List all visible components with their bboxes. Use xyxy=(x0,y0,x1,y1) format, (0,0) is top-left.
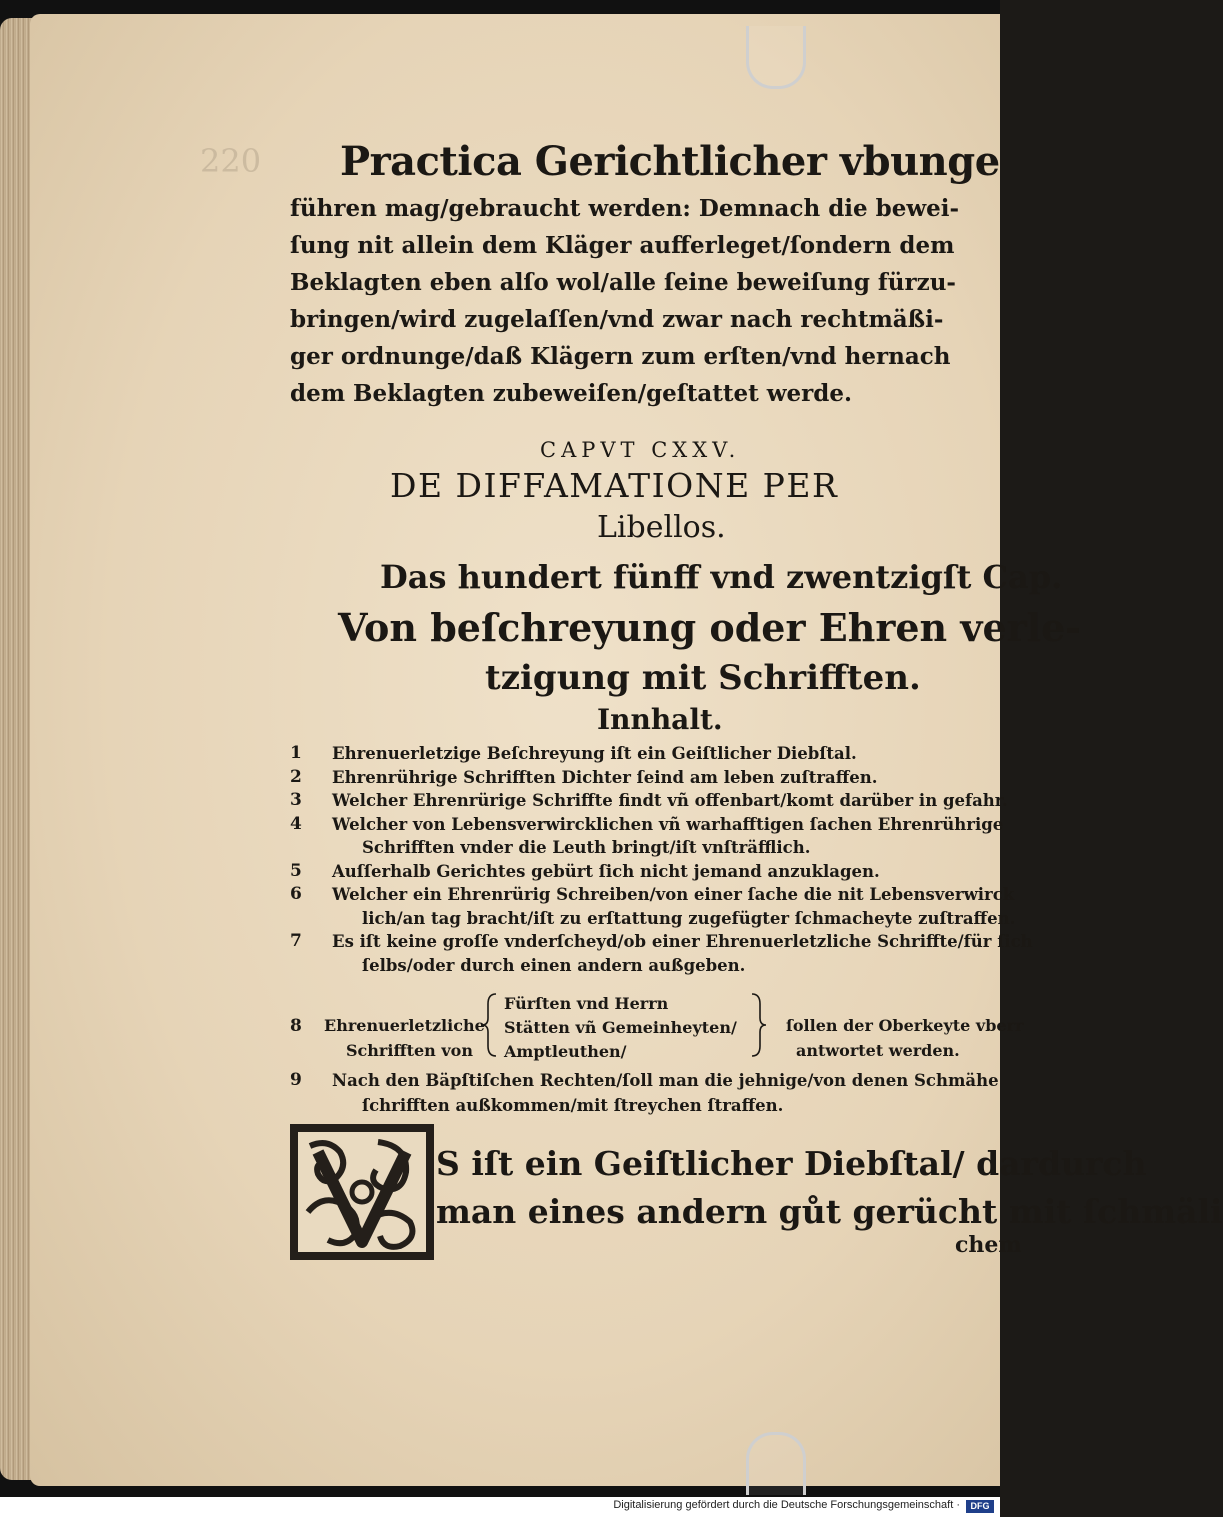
bracketed-entry: Fürſten vnd Herrn xyxy=(504,994,669,1013)
item-number: 5 xyxy=(290,860,302,881)
text-line: bringen/wird zugelaſſen/vnd zwar nach rechtmäßi- xyxy=(290,306,944,333)
item-tail-text: antwortet werden. xyxy=(796,1041,960,1060)
text-line: man eines andern gůt gerücht mit ſchmäli xyxy=(436,1192,1223,1231)
item-number: 3 xyxy=(290,790,302,810)
item-text-continued: lich/an tag bracht/iſt zu erſtattung zugefügter ſchmacheyte zuſtraffen. xyxy=(362,908,1016,928)
item-number: 9 xyxy=(290,1070,302,1090)
decorated-initial-icon xyxy=(288,1122,436,1262)
page-number: 220 xyxy=(200,142,262,180)
summary-list xyxy=(290,742,1033,977)
german-title-line: Von beſchreyung oder Ehren verle- xyxy=(338,605,1082,650)
running-head: Practica Gerichtlicher vbunge xyxy=(340,138,1000,185)
text-line: führen mag/gebraucht werden: Demnach die bewei- xyxy=(290,195,960,222)
summary-item-bracketed xyxy=(290,992,1024,1062)
page-clip-top xyxy=(746,26,806,89)
item-number: 7 xyxy=(290,931,302,951)
catchword: chem xyxy=(955,1232,1022,1258)
item-text-continued: Schrifften vnder die Leuth bringt/iſt vnſträfflich. xyxy=(362,838,811,857)
text-line: dem Beklagten zubeweiſen/geſtattet werde. xyxy=(290,380,853,407)
summary-item-body xyxy=(290,1068,999,1118)
summary-item xyxy=(290,813,1004,860)
footer-bar xyxy=(0,1497,1000,1517)
item-bracketed-list xyxy=(504,992,737,1064)
summary-item xyxy=(290,883,1016,930)
item-text: Ehrenrührige Schrifften Dichter ſeind am leben zuſtraffen. xyxy=(332,767,878,787)
text-line: S iſt ein Geiſtlicher Diebſtal/ dardurch xyxy=(436,1144,1147,1183)
item-tail-text: ſollen der Oberkeyte vberr xyxy=(786,1016,1024,1035)
text-line: ger ordnunge/daß Klägern zum erſten/vnd hernach xyxy=(290,343,951,370)
bracketed-entry: Amptleuthen/ xyxy=(504,1042,627,1061)
chapter-number: CAPVT CXXV. xyxy=(540,438,741,462)
item-text: Auſſerhalb Gerichtes gebürt ſich nicht jemand anzuklagen. xyxy=(332,861,880,881)
german-title-line: tzigung mit Schrifften. xyxy=(485,658,921,698)
page-clip-bottom xyxy=(746,1432,806,1495)
right-brace xyxy=(750,992,768,1058)
summary-item xyxy=(290,1068,999,1118)
body-text-top xyxy=(290,190,990,412)
item-number: 4 xyxy=(290,813,302,834)
contents-heading: Innhalt. xyxy=(597,703,723,736)
item-number: 6 xyxy=(290,884,302,904)
bracketed-entry: Stätten vñ Gemeinheyten/ xyxy=(504,1018,737,1037)
summary-item xyxy=(290,860,990,884)
body-text-bottom xyxy=(436,1140,1223,1236)
dfg-logo: DFG xyxy=(966,1500,994,1513)
summary-item xyxy=(290,789,1008,813)
latin-title-line: Libellos. xyxy=(597,510,726,545)
item-number: 2 xyxy=(290,766,302,787)
item-text: Welcher ein Ehrenrürig Schreiben/von einer ſache die nit Lebensverwirck xyxy=(332,885,1015,904)
item-number: 8 xyxy=(290,1016,302,1036)
latin-title-line: DE DIFFAMATIONE PER xyxy=(390,466,839,505)
german-title-line: Das hundert fünff vnd zwentzigſt Cap. xyxy=(380,558,1063,596)
left-brace xyxy=(480,992,498,1058)
summary-item xyxy=(290,930,1033,977)
item-text: Welcher von Lebensverwircklichen vñ warhafftigen ſachen Ehrenrührige xyxy=(332,814,1004,834)
item-number: 1 xyxy=(290,743,302,763)
item-text: Es iſt keine groſſe vnderſcheyd/ob einer Ehrenuerletzliche Schriffte/für ſich xyxy=(332,932,1033,951)
item-text: Ehrenuerletzige Beſchreyung iſt ein Geiſtlicher Diebſtal. xyxy=(332,744,857,763)
item-text: Welcher Ehrenrürige Schriffte findt vñ offenbart/komt darüber in gefahr. xyxy=(332,791,1008,810)
footer-credit: Digitalisierung gefördert durch die Deutsche Forschungsgemeinschaft · xyxy=(613,1499,960,1511)
item-lead-text: Schrifften von xyxy=(346,1041,473,1060)
text-line: Beklagten eben alſo wol/alle ſeine beweiſung fürzu- xyxy=(290,269,956,296)
text-line: ſung nit allein dem Kläger aufferleget/ſondern dem xyxy=(290,232,955,259)
item-text: Nach den Bäpſtiſchen Rechten/ſoll man die jehnige/von denen Schmähe xyxy=(332,1071,999,1090)
summary-item xyxy=(290,742,990,766)
item-text-continued: ſchrifften außkommen/mit ſtreychen ſtraffen. xyxy=(362,1096,784,1115)
summary-item xyxy=(290,766,990,790)
item-text-continued: ſelbs/oder durch einen andern außgeben. xyxy=(362,955,746,975)
item-lead-text: Ehrenuerletzliche xyxy=(324,1016,485,1035)
